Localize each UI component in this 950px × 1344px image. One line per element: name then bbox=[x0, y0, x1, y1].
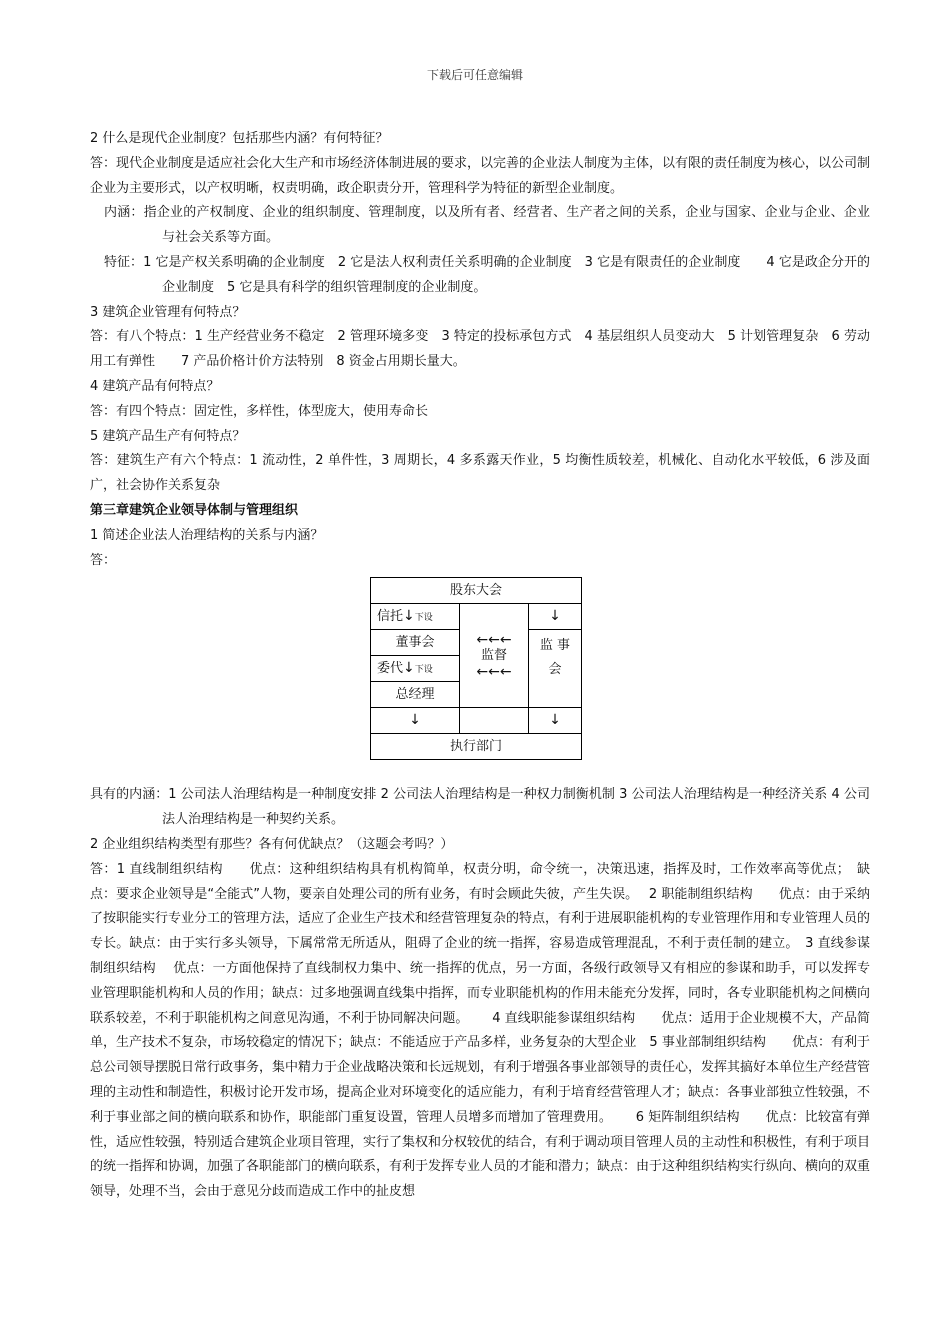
answer-3: 答：有八个特点：1 生产经营业务不稳定 2 管理环境多变 3 特定的投标承包方式 4 基层组织人员变动大 5 计划管理复杂 6 劳动用工有弹性 7 产品价格计价方法特别 8 资金占用期长量大。 bbox=[90, 329, 870, 370]
chapter-title: 第三章建筑企业领导体制与管理组织 bbox=[90, 502, 299, 518]
down-arrow-icon: ↓ bbox=[549, 608, 561, 625]
answer-4: 答：有四个特点：固定性，多样性，体型庞大，使用寿命长 bbox=[90, 403, 429, 419]
answer-5: 答：建筑生产有六个特点：1 流动性，2 单件性，3 周期长，4 多系露天作业，5 均衡性质较差，机械化、自动化水平较低，6 涉及面广，社会协作关系复杂 bbox=[90, 453, 870, 494]
connotation-summary: 具有的内涵：1 公司法人治理结构是一种制度安排 2 公司法人治理结构是一种权力制衡机制 3 公司法人治理结构是一种经济关系 4 公司法人治理结构是一种契约关系。 bbox=[90, 787, 870, 828]
connotation-paragraph: 内涵：指企业的产权制度、企业的组织制度、管理制度，以及所有者、经营者、生产者之间的关系，企业与国家、企业与企业、企业与社会关系等方面。 bbox=[104, 205, 870, 246]
delegate-cell bbox=[371, 656, 460, 682]
down-arrow-icon: ↓ bbox=[403, 607, 415, 624]
org-answer: 答：1 直线制组织结构 优点：这种组织结构具有机构简单，权责分明，命令统一，决策迅速，指挥及时，工作效率高等优点； 缺点：要求企业领导是“全能式”人物，要亲自处理公司的所有业务，有时会顾此失彼，产生失误。 2 职能制组织结构 优点：由于采纳了按职能实行专业分工的管理方法，适应了企业生产技术和经营管理复杂的特点，有利于进展职能机构的专业管理作用和专业管理人员的专长。缺点：由于实行多头领导，下属常常无所适从，阻碍了企业的统一指挥，容易造成管理混乱，不利于责任制的建立。 3 直线参谋制组织结构 优点：一方面他保持了直线制权力集中、统一指挥的优点，另一方面，各级行政领导又有相应的参谋和助手，可以发挥专业管理职能机构和人员的作用；缺点：过多地强调直线集中指挥，而专业职能机构的作用未能充分发挥，同时，各专业职能机构之间横向联系较差，不利于职能机构之间意见沟通，不利于协同解决问题。 4 直线职能参谋组织结构 优点：适用于企业规模不大，产品简单，生产技术不复杂，市场较稳定的情况下；缺点：不能适应于产品多样，业务复杂的大型企业 5 事业部制组织结构 优点：有利于总公司领导摆脱日常行政事务，集中精力于企业战略决策和长远规划，有利于增强各事业部领导的责任心，发挥其搞好本单位生产经营管理的主动性和制造性，积极讨论开发市场，提高企业对环境变化的适应能力，有利于培育经营管理人才；缺点：各事业部独立性较强，不利于事业部之间的横向联系和协作，职能部门重复设置，管理人员增多而增加了管理费用。 6 矩阵制组织结构 优点：比较富有弹性，适应性较强，特别适合建筑企业项目管理，实行了集权和分权较优的结合，有利于调动项目管理人员的主动性和积极性，有利于项目的统一指挥和协调，加强了各职能部门的横向联系，有利于发挥专业人员的才能和潜力；缺点：由于这种组织结构实行纵向、横向的双重领导，处理不当，会由于意见分歧而造成工作中的扯皮想 bbox=[90, 861, 871, 1200]
bottom-right-arrow-cell bbox=[529, 708, 582, 734]
bottom-left-arrow-cell bbox=[371, 708, 460, 734]
chapter-question-1: 1 简述企业法人治理结构的关系与内涵？ bbox=[90, 527, 324, 543]
page-header: 下载后可任意编辑 bbox=[426, 68, 523, 82]
question-5: 5 建筑产品生产有何特点？ bbox=[90, 428, 246, 444]
sub-label: 下设 bbox=[414, 612, 433, 623]
answer-label: 答： bbox=[90, 552, 117, 568]
supervise-cell bbox=[460, 604, 529, 708]
down-arrow-icon: ↓ bbox=[409, 712, 421, 729]
right-arrow-cell bbox=[529, 604, 582, 630]
down-arrow-icon: ↓ bbox=[403, 659, 415, 676]
supervise-label: 监督 bbox=[480, 647, 507, 663]
shareholders-cell: 股东大会 bbox=[371, 578, 582, 604]
sub-label: 下设 bbox=[414, 664, 433, 675]
question-3: 3 建筑企业管理有何特点？ bbox=[90, 304, 246, 320]
supervisory-board-cell: 监 事 会 bbox=[529, 630, 582, 708]
answer-2: 答：现代企业制度是适应社会化大生产和市场经济体制进展的要求，以完善的企业法人制度为主体，以有限的责任制度为核心，以公司制企业为主要形式，以产权明晰，权责明确，政企职责分开，管理科学为特征的新型企业制度。 bbox=[90, 155, 871, 196]
down-arrow-icon: ↓ bbox=[549, 712, 561, 729]
left-arrows-icon: ←←← bbox=[476, 663, 512, 680]
features-paragraph: 特征：1 它是产权关系明确的企业制度 2 它是法人权利责任关系明确的企业制度 3 它是有限责任的企业制度 4 它是政企分开的企业制度 5 它是具有科学的组织管理制度的企业制度。 bbox=[104, 254, 870, 295]
executive-cell: 执行部门 bbox=[371, 734, 582, 760]
question-2: 2 什么是现代企业制度？包括那些内涵？有何特征？ bbox=[90, 131, 389, 146]
question-4: 4 建筑产品有何特点？ bbox=[90, 378, 220, 394]
governance-table bbox=[370, 577, 582, 760]
org-question: 2 企业组织结构类型有那些？各有何优缺点？（这题会考吗？） bbox=[90, 836, 454, 852]
document-body bbox=[90, 127, 870, 1205]
delegate-label: 委代 bbox=[377, 660, 404, 676]
left-arrows-icon: ←←← bbox=[476, 631, 512, 648]
general-manager-cell: 总经理 bbox=[371, 682, 460, 708]
trust-label: 信托 bbox=[377, 608, 404, 624]
governance-diagram bbox=[90, 577, 870, 777]
trust-cell bbox=[371, 604, 460, 630]
board-cell: 董事会 bbox=[371, 630, 460, 656]
bottom-mid-cell bbox=[460, 708, 529, 734]
